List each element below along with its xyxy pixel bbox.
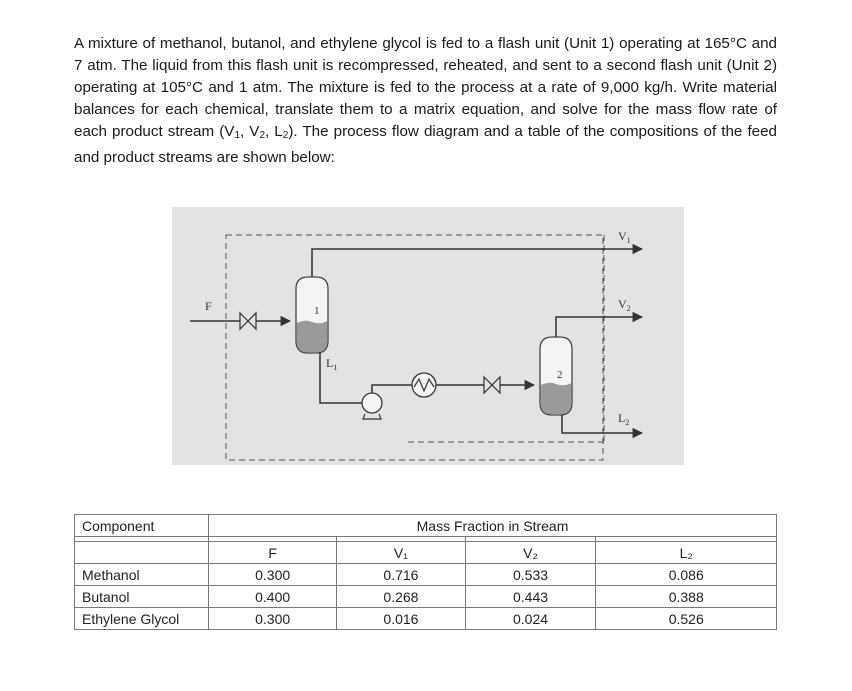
fraction-cell: 0.400 — [209, 586, 337, 608]
v2-line — [556, 317, 642, 337]
component-header: Component — [75, 515, 209, 537]
l2-line — [562, 415, 642, 433]
table-row — [75, 564, 777, 586]
fraction-cell: 0.533 — [465, 564, 596, 586]
fraction-cell: 0.268 — [337, 586, 465, 608]
mass-fraction-header: Mass Fraction in Stream — [209, 515, 777, 537]
stream-header-f: F — [209, 542, 337, 564]
composition-table — [74, 514, 777, 630]
l2-label: $L_2$ — [618, 411, 630, 427]
l1-label: $L_1$ — [326, 356, 338, 372]
fraction-cell: 0.388 — [596, 586, 777, 608]
fraction-cell: 0.016 — [337, 608, 465, 630]
fraction-cell: 0.300 — [209, 608, 337, 630]
problem-text-part-4: ). The process flow diagram and a table of the compositions of the feed and product streams are shown below: — [74, 122, 778, 166]
problem-subscript-3: 2 — [282, 129, 289, 141]
component-name: Ethylene Glycol — [75, 608, 209, 630]
unit-1-label: 1 — [314, 305, 320, 317]
stream-header-v2: V₂ — [465, 542, 596, 564]
v1-line — [312, 249, 642, 277]
component-name: Methanol — [75, 564, 209, 586]
stream-header-row — [75, 542, 777, 564]
flash-unit-2-icon — [540, 337, 572, 415]
problem-subscript-1: 1 — [234, 129, 240, 141]
feed-valve-icon — [240, 313, 256, 329]
process-flow-diagram — [172, 207, 684, 465]
pump-icon — [362, 393, 382, 419]
fraction-cell: 0.086 — [596, 564, 777, 586]
unit-2-label: 2 — [557, 369, 563, 381]
v1-label: $V_1$ — [618, 229, 631, 245]
fraction-cell: 0.024 — [465, 608, 596, 630]
fraction-cell: 0.526 — [596, 608, 777, 630]
stream-header-v1: V₁ — [337, 542, 465, 564]
feed-label: F — [205, 299, 212, 313]
problem-text-part-1: A mixture of methanol, butanol, and ethylene glycol is fed to a flash unit (Unit 1) operating at 165°C and 7 atm. The liquid from this flash unit is recompressed, reheated, and sent to a second flash unit (Unit 2) operating at 105°C and 1 atm. The mixture is fed to the process at a rate of 9,000 kg/h. Write material balances for each chemical, translate them to a matrix equation, and solve for the mass flow rate of each product stream (V — [74, 35, 777, 140]
problem-statement — [74, 33, 777, 168]
problem-subscript-2: 2 — [259, 129, 265, 141]
flash-unit-1-icon — [296, 277, 328, 353]
table-row — [75, 586, 777, 608]
v2-label: $V_2$ — [618, 297, 631, 313]
component-name: Butanol — [75, 586, 209, 608]
fraction-cell: 0.300 — [209, 564, 337, 586]
valve-2-icon — [484, 377, 500, 393]
heater-icon — [412, 373, 436, 397]
table-header-row — [75, 515, 777, 537]
problem-text-part-3: , L — [265, 122, 283, 140]
fraction-cell: 0.443 — [465, 586, 596, 608]
problem-text-part-2: , V — [240, 122, 260, 140]
stream-header-l2: L₂ — [596, 542, 777, 564]
table-row — [75, 608, 777, 630]
fraction-cell: 0.716 — [337, 564, 465, 586]
